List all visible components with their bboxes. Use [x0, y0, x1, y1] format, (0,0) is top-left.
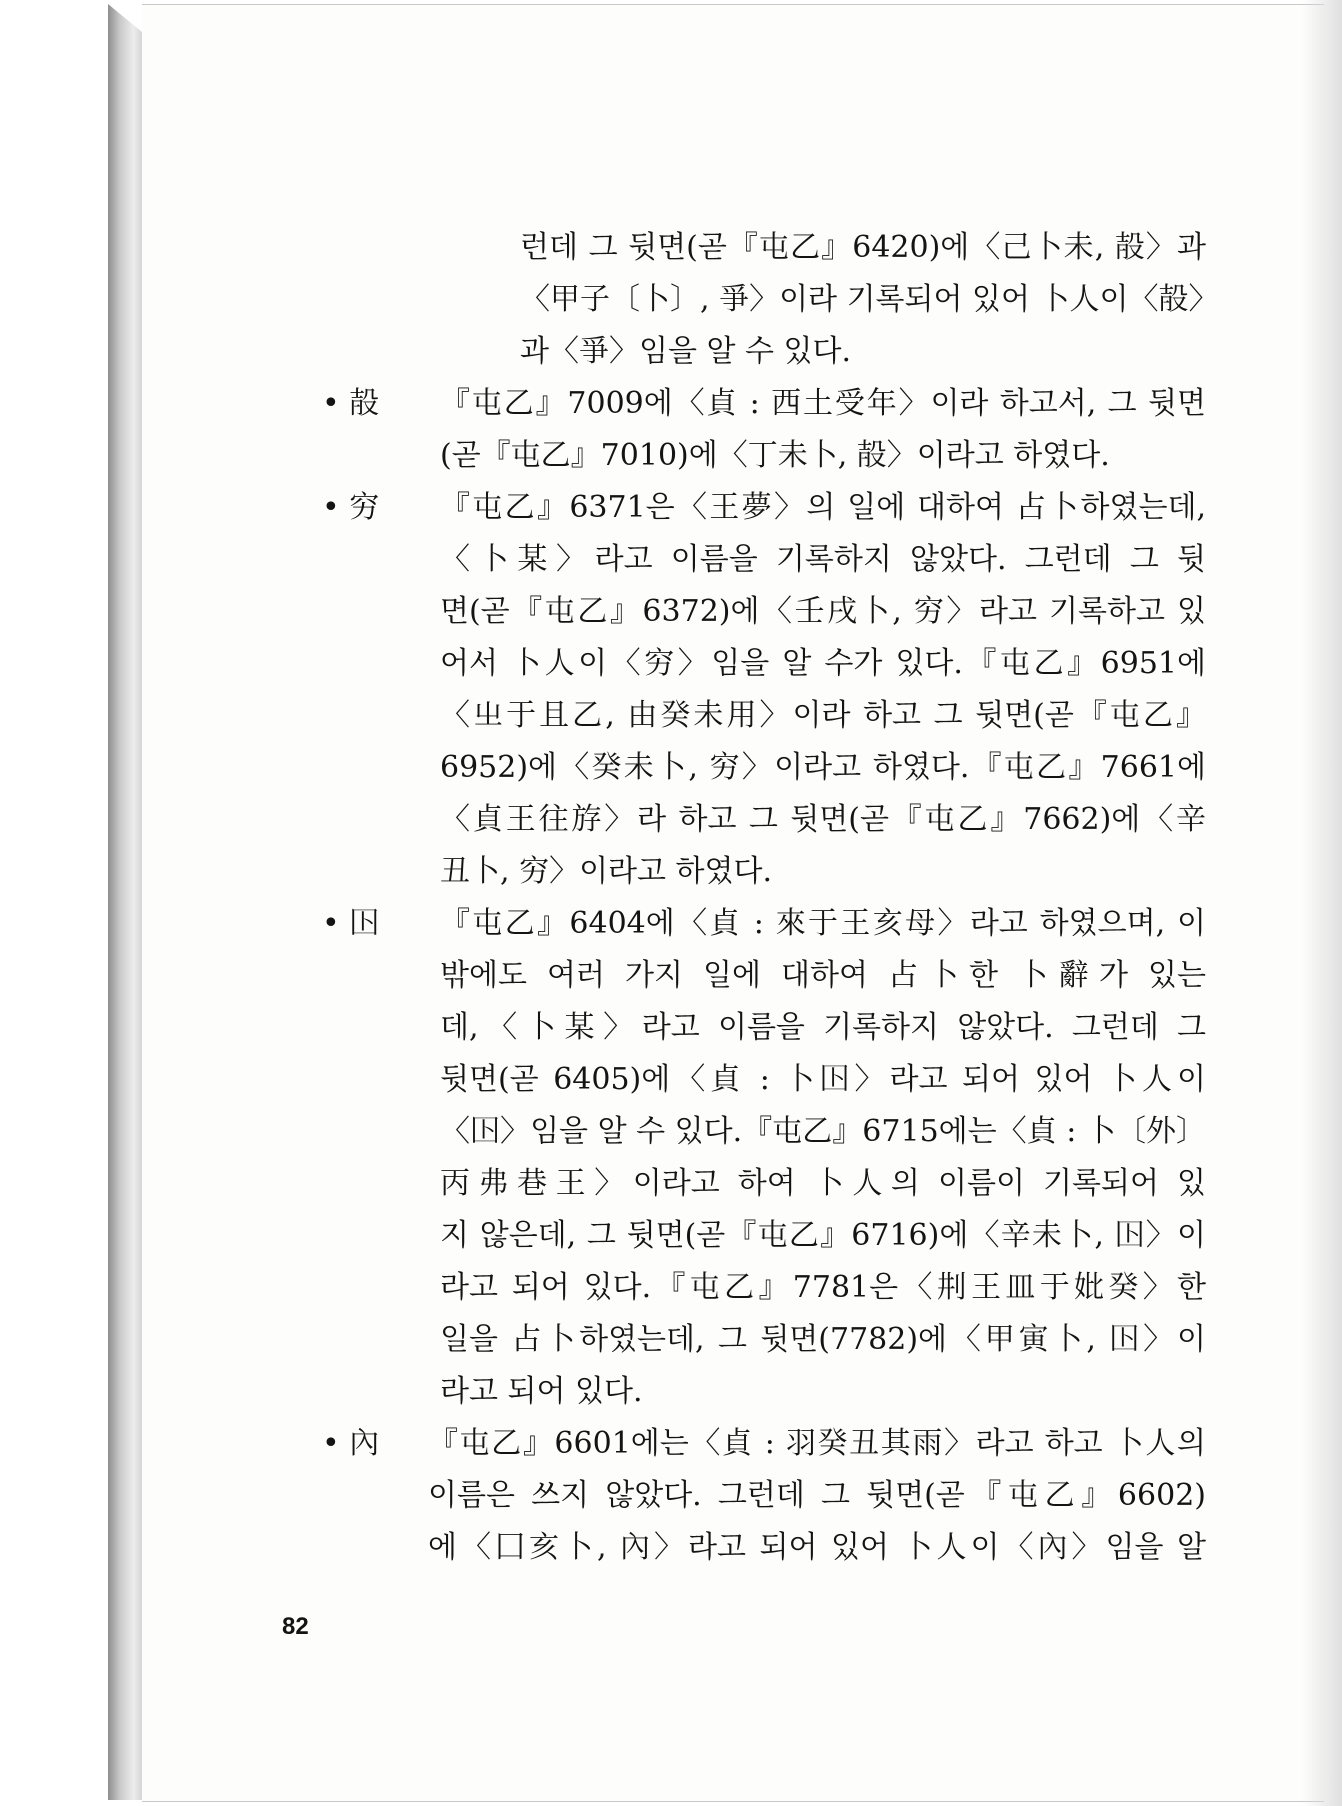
text-line: 〈𡆥〉임을 알 수 있다.『屯乙』6715에는〈貞 : 卜〔外〕	[440, 1114, 1206, 1149]
text-line: 에〈囗亥卜, 內〉라고 되어 있어 卜人이〈內〉임을 알	[428, 1530, 1206, 1565]
text-line: 丑卜, 穷〉이라고 하였다.	[440, 854, 773, 889]
text-line: 데,〈卜某〉라고 이름을 기록하지 않았다. 그런데 그	[440, 1010, 1206, 1045]
text-line: 丙弗巷王〉이라고 하여 卜人의 이름이 기록되어 있	[440, 1166, 1206, 1201]
text-line: 〈㞢于且乙, 由癸未用〉이라 하고 그 뒷면(곧『屯乙』	[440, 698, 1206, 733]
text-line: 라고 되어 있다.	[440, 1374, 643, 1409]
text-line: 『屯乙』6601에는〈貞 : 羽癸丑其雨〉라고 하고 卜人의	[428, 1426, 1206, 1461]
entry-bullet: • 穷	[322, 490, 380, 525]
text-line: 어서 卜人이〈穷〉임을 알 수가 있다.『屯乙』6951에	[440, 646, 1206, 681]
text-line: 런데 그 뒷면(곧『屯乙』6420)에〈己卜未, 㱿〉과	[520, 230, 1206, 265]
text-line: 6952)에〈癸未卜, 穷〉이라고 하였다.『屯乙』7661에	[440, 750, 1206, 785]
page-number: 82	[282, 1613, 309, 1640]
text-line: 〈甲子〔卜〕, 爭〉이라 기록되어 있어 卜人이〈㱿〉	[520, 282, 1219, 317]
text-line: 뒷면(곧 6405)에〈貞 : 卜𡆥〉라고 되어 있어 卜人이	[440, 1062, 1206, 1097]
text-line: 지 않은데, 그 뒷면(곧『屯乙』6716)에〈辛未卜, 𡆥〉이	[440, 1218, 1206, 1253]
book-edge	[108, 4, 142, 1800]
text-line: 『屯乙』6404에〈貞 : 來于王亥母〉라고 하였으며, 이	[440, 906, 1206, 941]
text-line: (곧『屯乙』7010)에〈丁未卜, 㱿〉이라고 하였다.	[440, 438, 1110, 473]
text-line: 이름은 쓰지 않았다. 그런데 그 뒷면(곧『屯乙』6602)	[428, 1478, 1206, 1513]
text-line: 과〈爭〉임을 알 수 있다.	[520, 334, 852, 369]
text-line: 〈卜某〉라고 이름을 기록하지 않았다. 그런데 그 뒷	[440, 542, 1206, 577]
text-line: 『屯乙』7009에〈貞 : 西土受年〉이라 하고서, 그 뒷면	[440, 386, 1206, 421]
text-line: 『屯乙』6371은〈王夢〉의 일에 대하여 占卜하였는데,	[440, 490, 1206, 525]
page-gutter-shadow	[1302, 0, 1342, 1806]
entry-bullet: • 㱿	[322, 386, 380, 421]
text-line: 밖에도 여러 가지 일에 대하여 占卜한 卜辭가 있는	[440, 958, 1206, 993]
entry-bullet: • 𡆥	[322, 906, 380, 941]
text-line: 일을 占卜하였는데, 그 뒷면(7782)에〈甲寅卜, 𡆥〉이	[440, 1322, 1206, 1357]
text-line: 〈貞王往斿〉라 하고 그 뒷면(곧『屯乙』7662)에〈辛	[440, 802, 1206, 837]
text-line: 라고 되어 있다.『屯乙』7781은〈㓝王皿于妣癸〉한	[440, 1270, 1206, 1305]
text-line: 면(곧『屯乙』6372)에〈壬戌卜, 穷〉라고 기록하고 있	[440, 594, 1206, 629]
entry-bullet: • 內	[322, 1426, 380, 1461]
